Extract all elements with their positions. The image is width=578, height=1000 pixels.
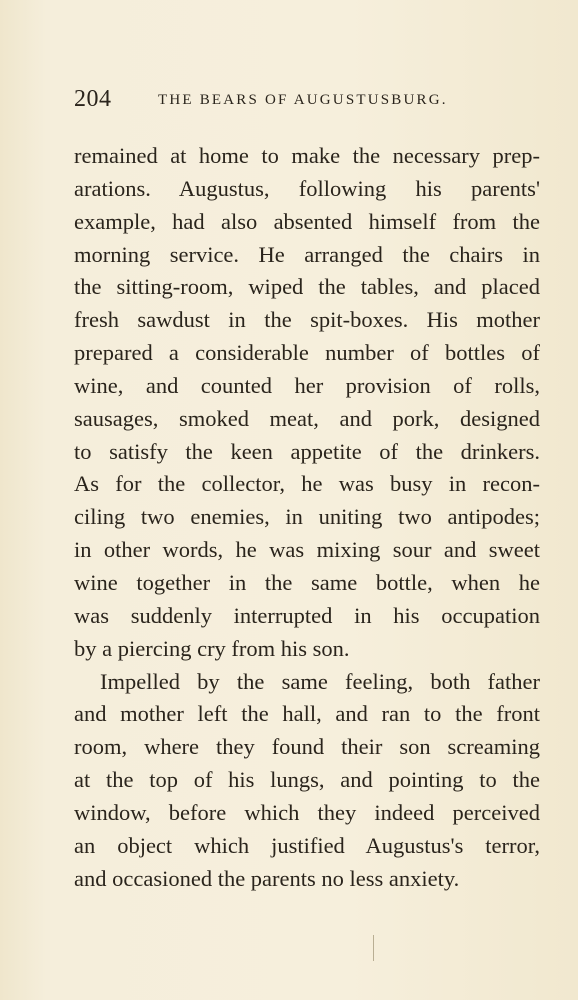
text-line: prepared a considerable number of bottles of [74,340,540,366]
text-line: wine together in the same bottle, when he [74,569,540,595]
text-line: by a piercing cry from his son. [74,635,350,661]
text-line: and occasioned the parents no less anxiety. [74,865,460,891]
text-line: sausages, smoked meat, and pork, designed [74,405,540,431]
text-line: was suddenly interrupted in his occupation [74,602,540,628]
text-line: fresh sawdust in the spit-boxes. His mother [74,307,540,333]
text-line: to satisfy the keen appetite of the drinkers. [74,438,540,464]
page-number: 204 [74,86,112,112]
text-line: remained at home to make the necessary prep- [74,143,540,168]
text-line: arations. Augustus, following his parents' [74,175,540,201]
paragraph-2 [74,666,540,896]
text-line: As for the collector, he was busy in recon- [74,471,540,497]
text-line: example, had also absented himself from the [74,208,540,234]
paragraph-1 [74,140,540,666]
text-line: in other words, he was mixing sour and sweet [74,537,540,563]
text-line: ciling two enemies, in uniting two antipodes; [74,504,540,530]
text-line: wine, and counted her provision of rolls, [74,372,540,398]
running-head: THE BEARS OF AUGUSTUSBURG. [158,92,448,108]
text-line: at the top of his lungs, and pointing to the [74,767,540,793]
page-header [74,86,544,116]
text-line: Impelled by the same feeling, both father [100,668,540,694]
body-text [74,140,540,895]
page-mark [373,935,374,961]
text-line: the sitting-room, wiped the tables, and placed [74,274,540,300]
text-line: window, before which they indeed perceived [74,799,540,825]
text-line: room, where they found their son screaming [74,734,540,760]
text-line: morning service. He arranged the chairs in [74,241,540,267]
text-line: an object which justified Augustus's terror, [74,832,540,858]
text-line: and mother left the hall, and ran to the front [74,701,540,727]
